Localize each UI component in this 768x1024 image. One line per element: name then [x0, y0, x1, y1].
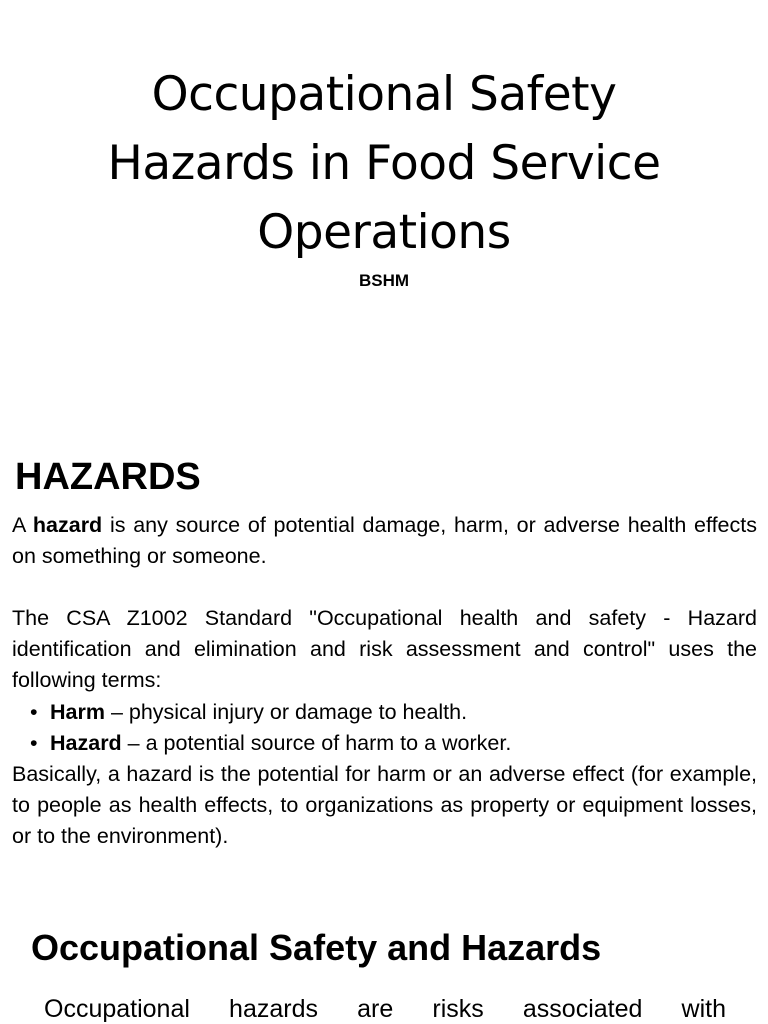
document-subtitle: BSHM: [358, 271, 410, 290]
term-harm: Harm: [50, 700, 105, 724]
hazards-heading: HAZARDS: [15, 456, 201, 498]
term-hazard-definition: – a potential source of harm to a worker.: [121, 731, 512, 755]
basically-paragraph: Basically, a hazard is the potential for harm or an adverse effect (for example, to people as health effects, to organizations as property or equipment losses, or to the environment).: [12, 762, 757, 848]
csa-standard-paragraph: The CSA Z1002 Standard "Occupational health and safety - Hazard identification and elimination and risk assessment and control" uses the following terms:: [12, 606, 757, 692]
bullet-glyph: •: [30, 700, 38, 724]
list-item-harm: [12, 697, 757, 728]
list-item-hazard: [12, 728, 757, 759]
occupational-safety-heading: Occupational Safety and Hazards: [31, 927, 602, 968]
term-harm-definition: – physical injury or damage to health.: [104, 700, 468, 724]
definition-prefix: A: [12, 513, 33, 537]
hazard-definition-paragraph: [12, 510, 757, 572]
document-title: Occupational Safety Hazards in Food Service Operations: [107, 67, 661, 260]
bullet-glyph: •: [30, 731, 38, 755]
definition-term: hazard: [32, 513, 103, 537]
term-hazard: Hazard: [50, 731, 122, 755]
occupational-intro-paragraph: Occupational hazards are risks associated with: [44, 995, 726, 1023]
definition-rest: is any source of potential damage, harm, or adverse health effects on something or someone.: [12, 513, 757, 568]
terms-list: [12, 697, 757, 759]
